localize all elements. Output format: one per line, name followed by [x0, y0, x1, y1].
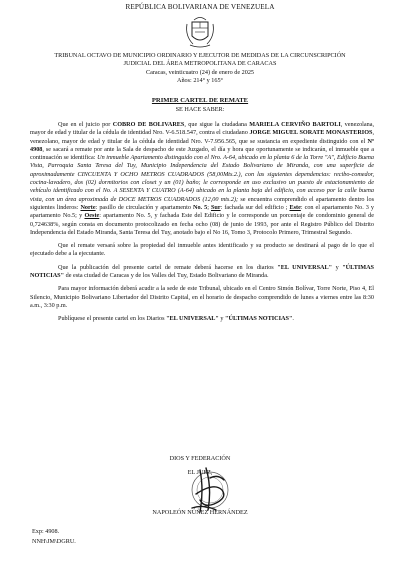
boundary-south: Sur [210, 203, 221, 211]
paragraph-4: Para mayor información deberá acudir a la sede de este Tribunal, ubicado en el Centro Simón Bolívar, Torre Norte, Piso 4, El Silencio, Municipio Bolivariano Libertador del Distrito Capital, en el horario de despacho comprendido de lunes a viernes entre las 8:30 a.m., 3:30 p.m. [30, 285, 374, 309]
text-run: : con el apartamento No. 3 y apartamento No.5; y [30, 203, 374, 220]
paragraph-5 [30, 315, 374, 323]
plaintiff-name: MARIELA CERVIÑO BARTOLI [249, 121, 341, 128]
paragraph-3 [30, 264, 374, 281]
date-line: Caracas, veinticuatro (24) de enero de 2025 [145, 68, 255, 76]
paragraph-2: Que el remate versará sobre la propiedad del inmueble antes identificado y su producto se destinará al pago de lo que el ejecutado debe a la ejecutante. [30, 242, 374, 258]
boundary-west: Oeste [84, 212, 100, 220]
text-run: , venezolana, mayor de edad y titular de la cédula de identidad Nro. V-6.518.547, contra el ciudadano [30, 121, 375, 137]
paragraph-1 [30, 121, 374, 237]
closing-dios: DIOS Y FEDERACIÓN [169, 455, 231, 462]
newspaper-name: "ÚLTIMAS NOTICIAS" [225, 315, 293, 323]
court-heading [20, 52, 380, 86]
court-line-1: TRIBUNAL OCTAVO DE MUNICIPIO ORDINARIO Y EJECUTOR DE MEDIDAS DE LA CIRCUNSCRIPCIÓN [54, 52, 346, 59]
text-run: : pasillo de circulación y apartamento [95, 203, 193, 211]
court-line-2: JUDICIAL DEL ÁREA METROPOLITANA DE CARACAS [123, 60, 277, 68]
text-run: , que sigue la ciudadana [184, 121, 250, 128]
judge-title: EL JUEZ, [187, 469, 213, 476]
text-run: y [332, 263, 343, 271]
document-subtitle: SE HACE SABER: [175, 106, 225, 113]
text-run: Que la publicación del presente cartel de remate deberá hacerse en los diarios [58, 263, 278, 271]
defendant-name: JORGE MIGUEL SORATE MONASTERIOS [249, 129, 373, 137]
property-description: Un inmueble Apartamento distinguido con el Nro. A-64, ubicado en la planta 6 de la Torre "A", Edificio Buena Vista, Parroquia Santa Teresa del Tuy, Municipio Independencia del Estado Bolivariano de Miranda, con una superficie de aproximadamente CINCUENTA Y OCHO METROS CUADRADOS (58,00Mts.2.), con las siguientes dependencias: recibo-comedor, cocina-lavadero, dos (02) dormitorios con closet y un (01) baño; le corresponde en uso exclusivo un puesto de estacionamiento de vehículo identificado con el No. A SESENTA Y CUATRO (A-64) ubicado en la planta baja del edificio, con acceso por la calle buena vista, con un área aproximada de DOCE METROS CUADRADOS (12,00 mts.2); [30, 154, 374, 203]
document-body [30, 121, 374, 329]
newspaper-name: "ÚLTIMAS NOTICIAS" [30, 263, 374, 280]
republic-heading: REPÚBLICA BOLIVARIANA DE VENEZUELA [125, 3, 275, 11]
years-line: Años: 214° y 165° [176, 77, 224, 85]
boundary-east: Este [289, 203, 301, 211]
file-reference: Exp: 4908. [32, 528, 60, 535]
text-run: , venezolano, mayor de edad y titular de la cédula de identidad Nro. V-7.956.565, que se sustancia en expediente distinguido con el [30, 129, 375, 145]
text-run: ; [207, 203, 211, 211]
file-number: Nº 4908 [30, 137, 374, 153]
text-run: No. 5 [192, 203, 208, 211]
newspaper-name: "EL UNIVERSAL" [166, 315, 219, 323]
case-type: COBRO DE BOLIVARES [112, 121, 185, 128]
initials-reference: NNH\JM\DGRU. [32, 538, 76, 545]
text-run: Que en el juicio por [58, 121, 113, 128]
text-run: se encuentra comprendido el apartamento dentro los siguientes linderos: [30, 195, 374, 211]
text-run: : fachada sur del edificio ; [220, 203, 290, 211]
document-title: PRIMER CARTEL DE REMATE [151, 97, 249, 104]
text-run: : apartamento No. 5, y fachada Este del Edificio y le corresponde un porcentaje de condominio general de 0,724638%, según consta en documento protocolizado en fecha ocho (08) de junio de 1993, por ante el Registro Público del Distrito Independencia del Estado Miranda, Santa Teresa del Tuy, anotado bajo el No 16, Tomo 3, Protocolo Primero, Trimestral Segundo. [30, 212, 374, 236]
text-run: , se sacará a remate por ante la Sala de despacho de este Juzgado, el día y hora que oportunamente se indicarán, el inmueble que a continuación se identifica: [30, 145, 374, 162]
boundary-north: Norte [80, 203, 96, 211]
text-run: Publíquese el presente cartel en los Diarios [58, 315, 167, 323]
newspaper-name: "EL UNIVERSAL" [277, 263, 333, 271]
text-run: . [292, 315, 294, 323]
coat-of-arms-icon [183, 14, 217, 50]
text-run: y [218, 315, 226, 323]
judge-name: NAPOLEÓN NÚÑEZ HERNÁNDEZ [152, 509, 248, 516]
text-run: de esta ciudad de Caracas y de los Valles del Tuy, Estado Bolivariano de Miranda. [64, 272, 269, 280]
